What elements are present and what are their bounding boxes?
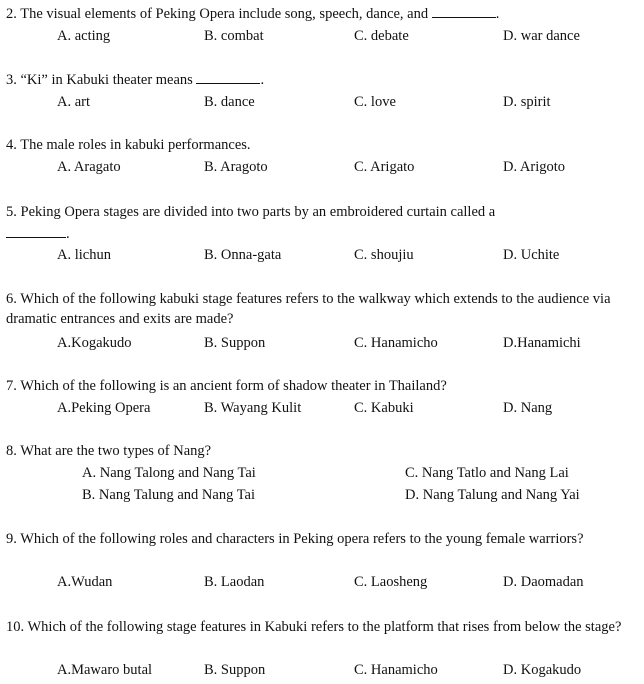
answer-blank	[196, 71, 260, 84]
question-3-option-a[interactable]: A. art	[57, 94, 91, 110]
question-6-option-c[interactable]: C. Hanamicho	[354, 335, 438, 351]
question-7-option-a[interactable]: A.Peking Opera	[57, 400, 151, 416]
question-7-option-b[interactable]: B. Wayang Kulit	[204, 400, 302, 416]
question-2-option-b[interactable]: B. combat	[204, 28, 264, 44]
question-6-stem: 6. Which of the following kabuki stage features refers to the walkway which extends to the audience via dramatic entrances and exits are made?	[6, 291, 611, 327]
question-10-option-c[interactable]: C. Hanamicho	[354, 662, 438, 678]
question-9-option-a[interactable]: A.Wudan	[57, 574, 113, 590]
question-8-option-d[interactable]: D. Nang Talung and Nang Yai	[405, 487, 580, 503]
question-5-option-c[interactable]: C. shoujiu	[354, 247, 414, 263]
question-3-option-d[interactable]: D. spirit	[503, 94, 551, 110]
question-5-option-a[interactable]: A. lichun	[57, 247, 111, 263]
question-7-option-c[interactable]: C. Kabuki	[354, 400, 414, 416]
question-4-option-d[interactable]: D. Arigoto	[503, 159, 566, 175]
question-9-option-c[interactable]: C. Laosheng	[354, 574, 428, 590]
question-4-option-c[interactable]: C. Arigato	[354, 159, 415, 175]
question-8-option-b[interactable]: B. Nang Talung and Nang Tai	[82, 487, 256, 503]
question-5-option-d[interactable]: D. Uchite	[503, 247, 560, 263]
question-8-stem: 8. What are the two types of Nang?	[6, 443, 212, 459]
question-7-option-d[interactable]: D. Nang	[503, 400, 553, 416]
answer-blank	[432, 5, 496, 18]
answer-blank	[6, 225, 66, 238]
question-10-option-b[interactable]: B. Suppon	[204, 662, 266, 678]
question-9-stem: 9. Which of the following roles and characters in Peking opera refers to the young female warriors?	[6, 531, 584, 547]
question-5-stem: 5. Peking Opera stages are divided into two parts by an embroidered curtain called a	[6, 204, 496, 220]
question-3-stem: 3. “Ki” in Kabuki theater means .	[6, 72, 265, 88]
question-7-stem: 7. Which of the following is an ancient form of shadow theater in Thailand?	[6, 378, 447, 394]
question-5-option-b[interactable]: B. Onna-gata	[204, 247, 282, 263]
question-4-option-a[interactable]: A. Aragato	[57, 159, 121, 175]
question-10-option-d[interactable]: D. Kogakudo	[503, 662, 582, 678]
question-2-stem: 2. The visual elements of Peking Opera include song, speech, dance, and .	[6, 6, 500, 22]
question-9-option-b[interactable]: B. Laodan	[204, 574, 265, 590]
question-2-option-d[interactable]: D. war dance	[503, 28, 580, 44]
question-5-blank-line: .	[6, 224, 70, 244]
question-6-option-d[interactable]: D.Hanamichi	[503, 335, 581, 351]
question-4-stem: 4. The male roles in kabuki performances.	[6, 137, 251, 153]
question-3-option-b[interactable]: B. dance	[204, 94, 255, 110]
question-9-option-d[interactable]: D. Daomadan	[503, 574, 584, 590]
question-8-option-c[interactable]: C. Nang Tatlo and Nang Lai	[405, 465, 569, 481]
question-2-option-c[interactable]: C. debate	[354, 28, 409, 44]
question-8-option-a[interactable]: A. Nang Talong and Nang Tai	[82, 465, 256, 481]
question-3-option-c[interactable]: C. love	[354, 94, 396, 110]
question-2-option-a[interactable]: A. acting	[57, 28, 111, 44]
question-4-option-b[interactable]: B. Aragoto	[204, 159, 268, 175]
question-10-option-a[interactable]: A.Mawaro butal	[57, 662, 153, 678]
question-10-stem: 10. Which of the following stage features in Kabuki refers to the platform that rises from below the stage?	[6, 619, 622, 635]
question-6-option-b[interactable]: B. Suppon	[204, 335, 266, 351]
question-6-option-a[interactable]: A.Kogakudo	[57, 335, 132, 351]
